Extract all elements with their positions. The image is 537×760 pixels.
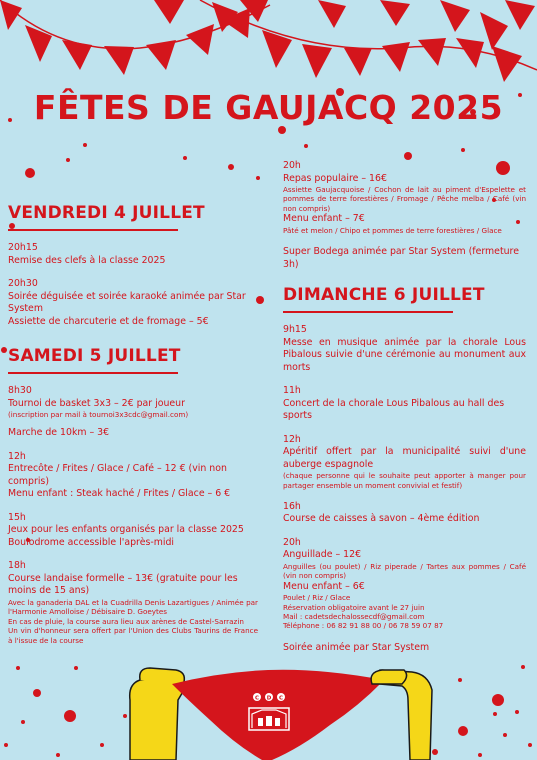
flag	[440, 0, 470, 32]
red-scarf	[172, 670, 384, 760]
event-note: (inscription par mail à tournoi3x3cdc@gmail.com)	[8, 410, 189, 419]
flag	[480, 12, 508, 50]
event-line: Boulodrome accessible l'après-midi	[8, 536, 175, 548]
event-line: Soirée déguisée et soirée karaoké animée par Star System	[8, 290, 246, 314]
event-time: 12h	[8, 450, 26, 462]
flag	[318, 0, 346, 28]
event-note: Téléphone : 06 82 91 88 00 / 06 78 59 07 87	[283, 621, 444, 631]
event-line: Jeux pour les enfants organisés par la classe 2025	[8, 524, 244, 536]
event-time: 8h30	[8, 385, 32, 396]
event-line: Anguillade – 12€	[283, 549, 362, 561]
right-hand	[371, 670, 406, 684]
event-line: Tournoi de basket 3x3 – 2€ par joueur	[8, 397, 185, 409]
event-line: Remise des clefs à la classe 2025	[8, 254, 166, 266]
flag	[154, 0, 184, 24]
divider	[283, 311, 453, 313]
event-line: Super Bodega animée par Star System (fermeture 3h)	[283, 246, 519, 270]
event-time: 18h	[8, 560, 26, 572]
event-line: Messe en musique animée par la chorale Lous Pibalous suivie d'une cérémonie au monument aux morts	[283, 336, 526, 373]
event-note: Réservation obligatoire avant le 27 juin	[283, 602, 425, 612]
day-title: SAMEDI 5 JUILLET	[8, 346, 181, 366]
event-time: 11h	[283, 385, 301, 397]
event-line: Apéritif offert par la municipalité suivi d'une auberge espagnole	[283, 446, 526, 470]
event-note: Pâté et melon / Chipo et pommes de terre forestières / Glace	[283, 225, 502, 235]
event-note: (chaque personne qui le souhaite peut apporter à manger pour partager ensemble un moment convivial et festif)	[283, 471, 526, 490]
flag	[344, 48, 372, 76]
flag	[62, 40, 92, 70]
event-time: 20h	[283, 536, 301, 548]
event-line: Repas populaire – 16€	[283, 172, 387, 184]
flag	[146, 40, 176, 70]
bunting-flags	[0, 0, 535, 82]
event-note: Un vin d'honneur sera offert par l'Union des Clubs Taurins de France à l'issue de la course	[8, 626, 258, 645]
day-title: DIMANCHE 6 JUILLET	[283, 285, 485, 306]
divider	[8, 229, 178, 231]
event-line: Entrecôte / Frites / Glace / Café – 12 € (vin non compris)	[8, 463, 227, 487]
event-note: Anguilles (ou poulet) / Riz piperade / Tartes aux pommes / Café (vin non compris)	[283, 561, 526, 581]
flag	[380, 0, 410, 26]
flag	[186, 24, 214, 55]
event-time: 20h30	[8, 278, 38, 289]
event-note: Mail : cadetsdechalossecdf@gmail.com	[283, 612, 425, 622]
event-time: 20h15	[8, 242, 38, 253]
poster-title: FÊTES DE GAUJACQ 2025	[33, 88, 504, 127]
event-line: Menu enfant : Steak haché / Frites / Glace – 6 €	[8, 488, 231, 500]
flag	[418, 38, 446, 66]
event-note: Assiette Gaujacquoise / Cochon de lait au piment d'Espelette et pommes de terre forestières / Fromage / Pêche melba / Café (vin non compris)	[283, 185, 526, 213]
event-time: 9h15	[283, 324, 307, 336]
event-time: 15h	[8, 511, 26, 523]
flag	[382, 42, 410, 72]
event-time: 12h	[283, 433, 301, 445]
saturday-evening	[283, 160, 526, 271]
flag	[104, 46, 134, 75]
event-line: Marche de 10km – 3€	[8, 427, 110, 439]
event-note: En cas de pluie, la course aura lieu aux arènes de Castel-Sarrazin	[8, 616, 244, 626]
right-column	[283, 160, 526, 654]
divider	[8, 372, 178, 374]
event-note: Avec la ganaderia DAL et la Cuadrilla Denis Lazartigues / Animée par l'Harmonie Amolloise / Débisaire D. Goeytes	[8, 597, 258, 617]
event-line: Assiette de charcuterie et de fromage – 5€	[8, 315, 209, 327]
event-line: Concert de la chorale Lous Pibalous au hall des sports	[283, 397, 505, 422]
svg-text:D: D	[266, 695, 272, 702]
day-friday	[8, 203, 258, 328]
left-fingers	[140, 668, 185, 682]
event-line: Menu enfant – 7€	[283, 213, 365, 225]
left-column	[8, 180, 258, 645]
svg-text:C: C	[278, 695, 284, 702]
hands-with-scarf	[130, 668, 432, 760]
day-saturday	[8, 346, 258, 645]
event-line: Course de caisses à savon – 4ème édition	[283, 513, 480, 525]
flag	[492, 46, 522, 82]
event-line: Soirée animée par Star System	[283, 641, 430, 653]
day-sunday	[283, 285, 526, 654]
flag	[505, 0, 535, 30]
event-line: Menu enfant – 6€	[283, 580, 365, 592]
flag	[25, 25, 52, 62]
event-time: 16h	[283, 500, 301, 512]
flag	[456, 38, 484, 68]
svg-text:C: C	[254, 695, 260, 702]
event-note: Poulet / Riz / Glace	[283, 593, 351, 603]
flag	[302, 44, 332, 78]
event-time: 20h	[283, 160, 301, 171]
event-line: Course landaise formelle – 13€ (gratuite pour les moins de 15 ans)	[8, 572, 238, 597]
day-title: VENDREDI 4 JUILLET	[8, 203, 205, 223]
